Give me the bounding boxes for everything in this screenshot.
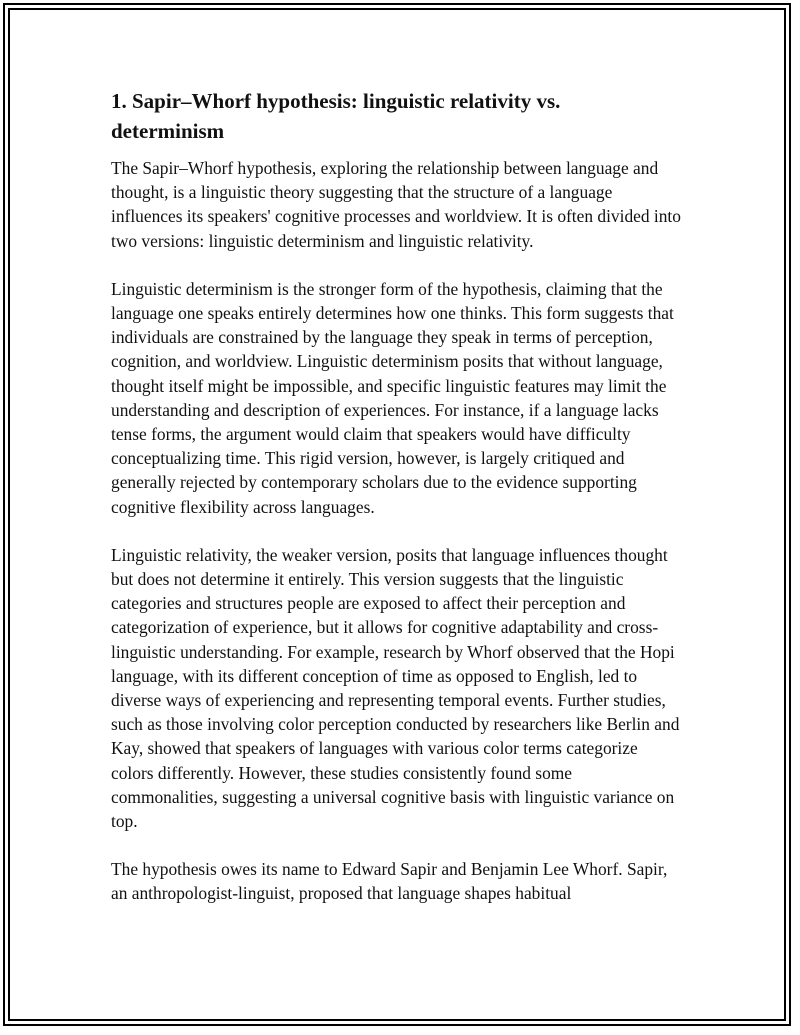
paragraph-linguistic-determinism: Linguistic determinism is the stronger form of the hypothesis, claiming that the language one speaks entirely determines how one thinks. This form suggests that individuals are constrained by the language they speak in terms of perception, cognition, and worldview. Linguistic determinism posits that without language, thought itself might be impossible, and specific linguistic features may limit the understanding and description of experiences. For instance, if a language lacks tense forms, the argument would claim that speakers would have difficulty conceptualizing time. This rigid version, however, is largely critiqued and generally rejected by contemporary scholars due to the evidence supporting cognitive flexibility across languages. — [111, 278, 674, 517]
section-title: 1. Sapir–Whorf hypothesis: linguistic relativity vs. determinism — [111, 89, 561, 143]
paragraph-linguistic-relativity: Linguistic relativity, the weaker version, posits that language influences thought but does not determine it entirely. This version suggests that the linguistic categories and structures people are exposed to affect their perception and categorization of experience, but it allows for cognitive adaptability and cross-linguistic understanding. For example, research by Whorf observed that the Hopi language, with its different conception of time as opposed to English, led to diverse ways of experiencing and representing temporal events. Further studies, such as those involving color perception conducted by researchers like Berlin and Kay, showed that speakers of languages with various color terms categorize colors differently. However, these studies consistently found some commonalities, suggesting a universal cognitive basis with linguistic variance on top. — [111, 544, 680, 832]
paragraph-origin: The hypothesis owes its name to Edward Sapir and Benjamin Lee Whorf. Sapir, an anthropologist-linguist, proposed that language shapes habitual — [111, 859, 668, 904]
document-body — [111, 86, 683, 930]
paragraph-intro: The Sapir–Whorf hypothesis, exploring the relationship between language and thought, is a linguistic theory suggesting that the structure of a language influences its speakers' cognitive processes and worldview. It is often divided into two versions: linguistic determinism and linguistic relativity. — [111, 158, 681, 251]
